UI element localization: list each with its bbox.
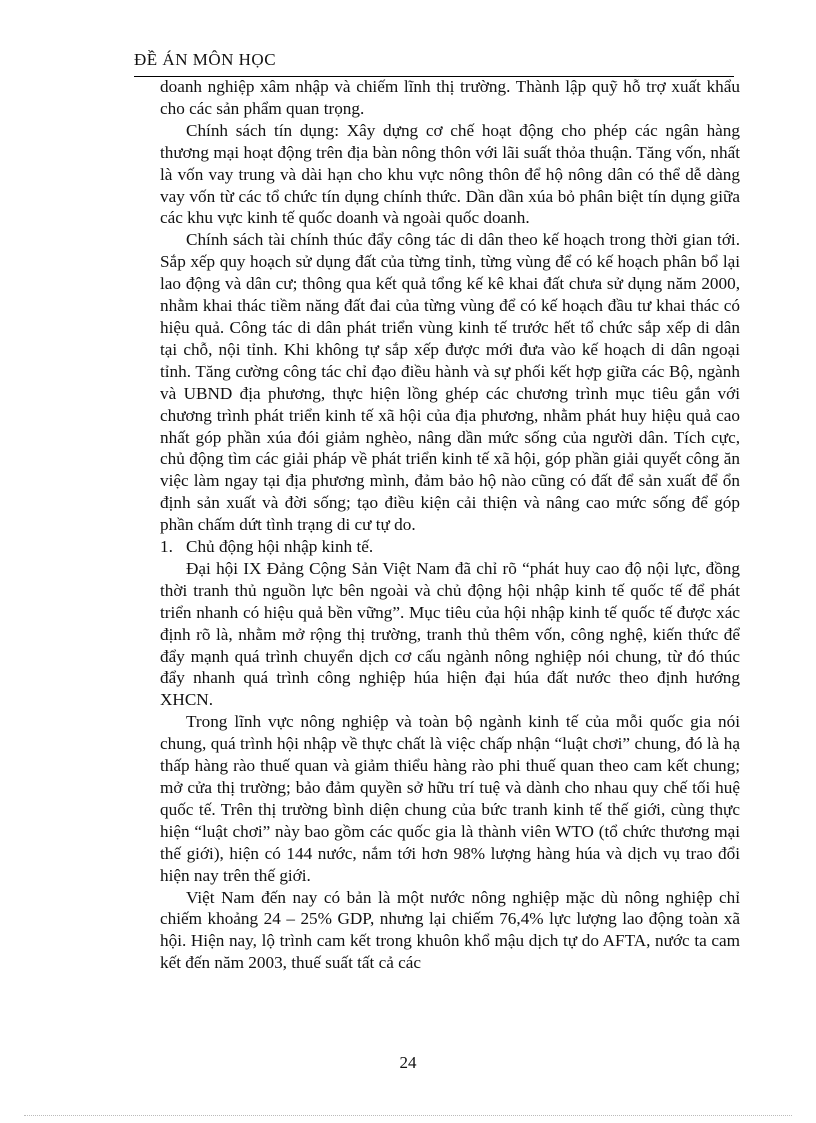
paragraph: Việt Nam đến nay có bản là một nước nông nghiệp mặc dù nông nghiệp chỉ chiếm khoảng 24 – 25% GDP, nhưng lại chiếm 76,4% lực lượng lao động toàn xã hội. Hiện nay, lộ trình cam kết trong khuôn khổ mậu dịch tự do AFTA, nước ta cam kết đến năm 2003, thuế suất tất cả các [160,887,740,973]
document-body [160,76,740,974]
list-item-text: Chủ động hội nhập kinh tế. [186,537,374,557]
header-title: ĐỀ ÁN MÔN HỌC [134,50,277,69]
paragraph: Trong lĩnh vực nông nghiệp và toàn bộ ngành kinh tế của mỗi quốc gia nói chung, quá trình hội nhập về thực chất là việc chấp nhận “luật chơi” chung, đó là hạ thấp hàng rào thuế quan và giảm thiểu hàng rào phi thuế quan theo cam kết chung; mở cửa thị trường; bảo đảm quyền sở hữu trí tuệ và dành cho nhau quy chế tối huệ quốc tế. Trên thị trường bình diện chung của bức tranh kinh tế thế giới, cùng thực hiện “luật chơi” này bao gồm các quốc gia là thành viên WTO (tổ chức thương mại thế giới), hiện có 144 nước, nắm tới hơn 98% lượng hàng húa và dịch vụ trao đổi hiện nay trên thế giới. [160,712,740,885]
paragraph: Chính sách tín dụng: Xây dựng cơ chế hoạt động cho phép các ngân hàng thương mại hoạt động trên địa bàn nông thôn với lãi suất thỏa thuận. Tăng vốn, nhất là vốn vay trung và dài hạn cho khu vực nông thôn để hộ nông dân có thể dễ dàng vay vốn từ các tổ chức tín dụng chính thức. Dần dần xúa bỏ phân biệt tín dụng giữa các khu vực kinh tế quốc doanh và ngoài quốc doanh. [160,120,740,228]
paragraph: Đại hội IX Đảng Cộng Sản Việt Nam đã chỉ rõ “phát huy cao độ nội lực, đồng thời tranh thủ nguồn lực bên ngoài và chủ động hội nhập kinh tế quốc tế để phát triển nhanh có hiệu quả bền vững”. Mục tiêu của hội nhập kinh tế quốc tế được xác định rõ là, nhằm mở rộng thị trường, tranh thủ thêm vốn, công nghệ, kiến thức để đẩy mạnh quá trình chuyển dịch cơ cấu ngành nông nghiệp nói chung, từ đó thúc đẩy nhanh quá trình công nghiệp húa hiện đại húa đất nước theo định hướng XHCN. [160,558,740,710]
list-item [160,536,740,558]
paragraph: Chính sách tài chính thúc đẩy công tác di dân theo kế hoạch trong thời gian tới. Sắp xếp quy hoạch sử dụng đất của từng tỉnh, từng vùng để có kế hoạch phân bổ lại lao động và dân cư; thông qua kết quả tổng kế kê khai đất chưa sử dụng năm 2000, nhằm khai thác tiềm năng đất đai của từng vùng để có kế hoạch đầu tư khai thác có hiệu quả. Công tác di dân phát triển vùng kinh tế trước hết tổ chức sắp xếp di dân tại chỗ, nội tỉnh. Khi không tự sắp xếp được mới đưa vào kế hoạch di dân ngoại tỉnh. Tăng cường công tác chỉ đạo điều hành và sự phối kết hợp giữa các Bộ, ngành và UBND địa phương, thực hiện lồng ghép các chương trình mục tiêu gắn với chương trình phát triển kinh tế xã hội của địa phương, nhằm phát huy hiệu quả cao nhất góp phần xúa đói giảm nghèo, nâng dần mức sống của người dân. Tích cực, chủ động tìm các giải pháp về phát triển kinh tế xã hội, góp phần giải quyết công ăn việc làm ngay tại địa phương mình, đảm bảo hộ nào cũng có đất để sản xuất để ổn định sản xuất và đời sống; tạo điều kiện cải thiện và nâng cao mức sống để góp phần chấm dứt tình trạng di cư tự do. [160,230,740,535]
list-item-number: 1. [160,537,173,557]
page-number: 24 [399,1053,417,1072]
paragraph: doanh nghiệp xâm nhập và chiếm lĩnh thị trường. Thành lập quỹ hỗ trợ xuất khẩu cho các sản phẩm quan trọng. [160,77,740,118]
page-header [134,50,734,77]
footer-divider [24,1115,792,1116]
